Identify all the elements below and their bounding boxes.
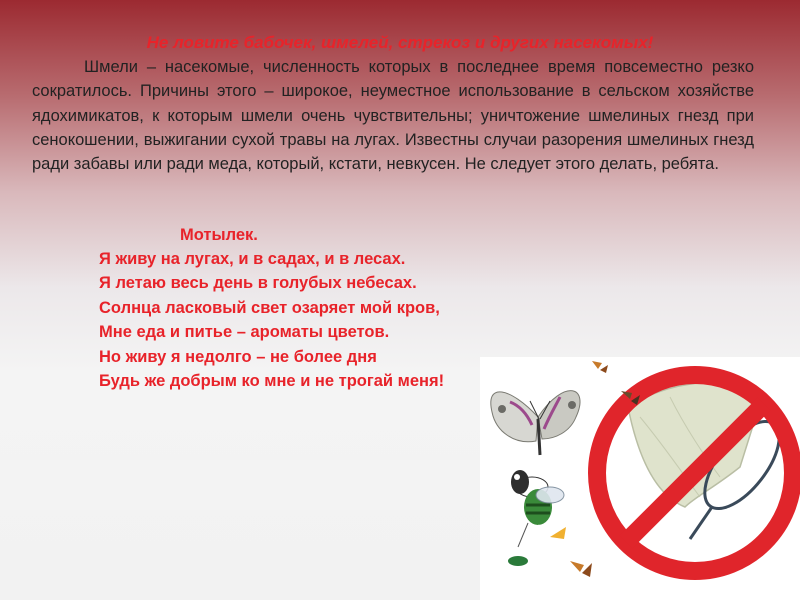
no-insect-catching-illustration bbox=[480, 357, 800, 600]
slide-heading: Не ловите бабочек, шмелей, стрекоз и других насекомых! bbox=[146, 33, 654, 52]
poem-line: Но живу я недолго – не более дня bbox=[99, 347, 377, 366]
poem-line: Будь же добрым ко мне и не трогай меня! bbox=[99, 372, 445, 391]
butterfly-icon bbox=[491, 391, 580, 455]
bee-icon bbox=[508, 470, 566, 566]
poem-line: Мне еда и питье – ароматы цветов. bbox=[99, 323, 390, 342]
poem-line: Солнца ласковый свет озаряет мой кров, bbox=[99, 298, 440, 317]
bumblebee-paragraph: Шмели – насекомые, численность которых в последнее время повсеместно резко сократилось. Причины этого – широкое, неуместное использование в сельском хозяйстве ядохимикатов, к которым шмели очень чувствительны; уничтожение шмелиных гнезд при сенокошении, выжигании сухой травы на лугах. Известны случаи разорения шмелиных гнезд ради забавы или ради меда, который, кстати, невкусен. Не следует этого делать, ребята. bbox=[32, 58, 754, 174]
poem-title: Мотылек. bbox=[180, 226, 258, 244]
small-butterfly-icon bbox=[570, 561, 592, 577]
poem-line: Я живу на лугах, и в садах, и в лесах. bbox=[99, 250, 406, 268]
small-butterfly-icon bbox=[592, 361, 608, 373]
poem bbox=[99, 247, 499, 397]
poem-line: Я летаю весь день в голубых небесах. bbox=[99, 274, 417, 293]
